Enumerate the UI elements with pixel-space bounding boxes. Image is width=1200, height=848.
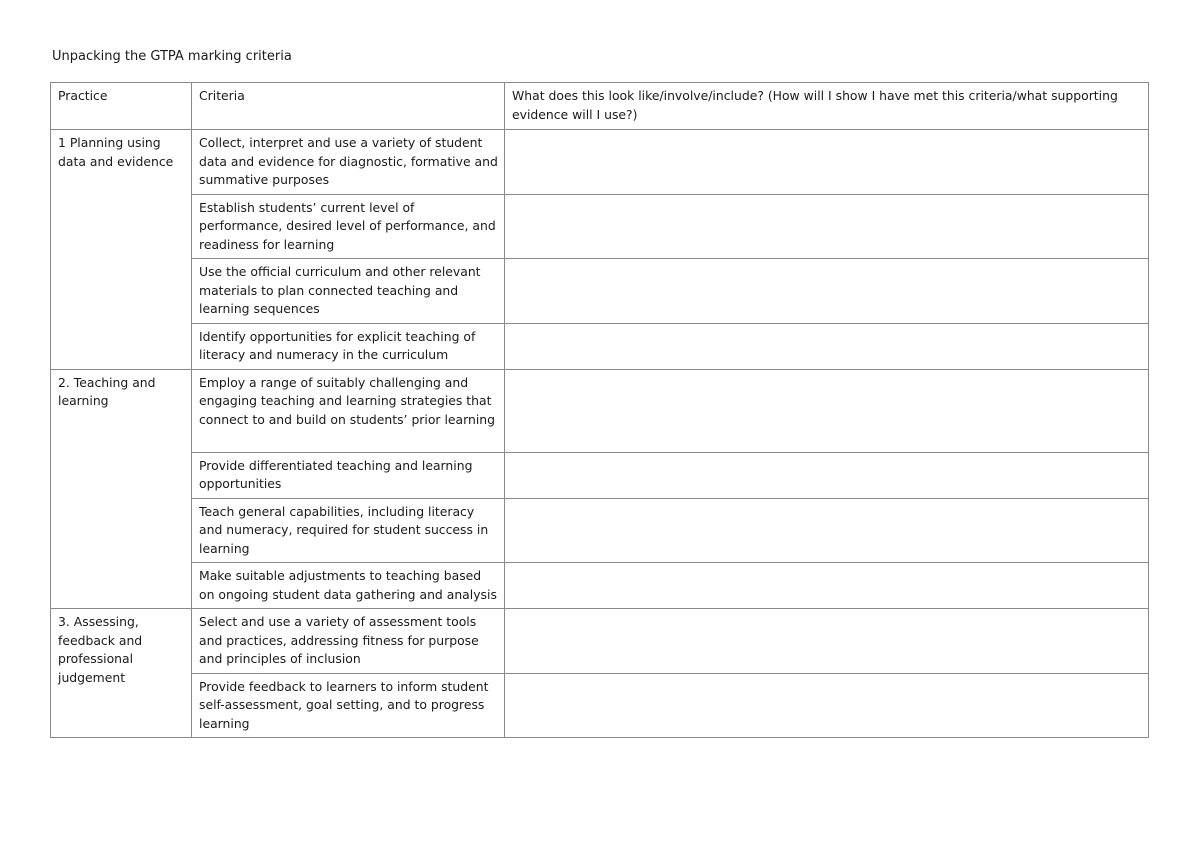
table-row (51, 369, 1149, 452)
evidence-response-cell[interactable] (505, 259, 1149, 324)
evidence-response-cell[interactable] (505, 452, 1149, 498)
evidence-response-cell[interactable] (505, 498, 1149, 563)
evidence-response-cell[interactable] (505, 673, 1149, 738)
table-row (51, 194, 1149, 259)
table-row (51, 498, 1149, 563)
practice-cell-teaching: 2. Teaching and learning (51, 369, 192, 609)
criteria-cell: Teach general capabilities, including literacy and numeracy, required for student success in learning (192, 498, 505, 563)
page-title: Unpacking the GTPA marking criteria (52, 49, 292, 64)
table-row (51, 259, 1149, 324)
practice-cell-assessing: 3. Assessing, feedback and professional judgement (51, 609, 192, 738)
criteria-cell: Employ a range of suitably challenging and engaging teaching and learning strategies that connect to and build on students’ prior learning (192, 369, 505, 452)
table-row (51, 563, 1149, 609)
criteria-cell: Provide feedback to learners to inform student self-assessment, goal setting, and to progress learning (192, 673, 505, 738)
evidence-response-cell[interactable] (505, 323, 1149, 369)
evidence-response-cell[interactable] (505, 609, 1149, 674)
evidence-response-cell[interactable] (505, 194, 1149, 259)
table-header-row (51, 83, 1149, 130)
criteria-table (50, 82, 1149, 738)
header-practice: Practice (51, 83, 192, 130)
table-row (51, 452, 1149, 498)
table-row (51, 609, 1149, 674)
practice-cell-planning: 1 Planning using data and evidence (51, 130, 192, 370)
criteria-cell: Select and use a variety of assessment tools and practices, addressing fitness for purpose and principles of inclusion (192, 609, 505, 674)
criteria-cell: Provide differentiated teaching and learning opportunities (192, 452, 505, 498)
header-evidence: What does this look like/involve/include? (How will I show I have met this criteria/what supporting evidence will I use?) (505, 83, 1149, 130)
criteria-cell: Identify opportunities for explicit teaching of literacy and numeracy in the curriculum (192, 323, 505, 369)
table-row (51, 130, 1149, 195)
criteria-cell: Make suitable adjustments to teaching based on ongoing student data gathering and analysis (192, 563, 505, 609)
table-row (51, 673, 1149, 738)
criteria-cell: Use the official curriculum and other relevant materials to plan connected teaching and learning sequences (192, 259, 505, 324)
evidence-response-cell[interactable] (505, 369, 1149, 452)
header-criteria: Criteria (192, 83, 505, 130)
criteria-cell: Establish students’ current level of performance, desired level of performance, and readiness for learning (192, 194, 505, 259)
evidence-response-cell[interactable] (505, 130, 1149, 195)
criteria-cell: Collect, interpret and use a variety of student data and evidence for diagnostic, formative and summative purposes (192, 130, 505, 195)
table-row (51, 323, 1149, 369)
evidence-response-cell[interactable] (505, 563, 1149, 609)
